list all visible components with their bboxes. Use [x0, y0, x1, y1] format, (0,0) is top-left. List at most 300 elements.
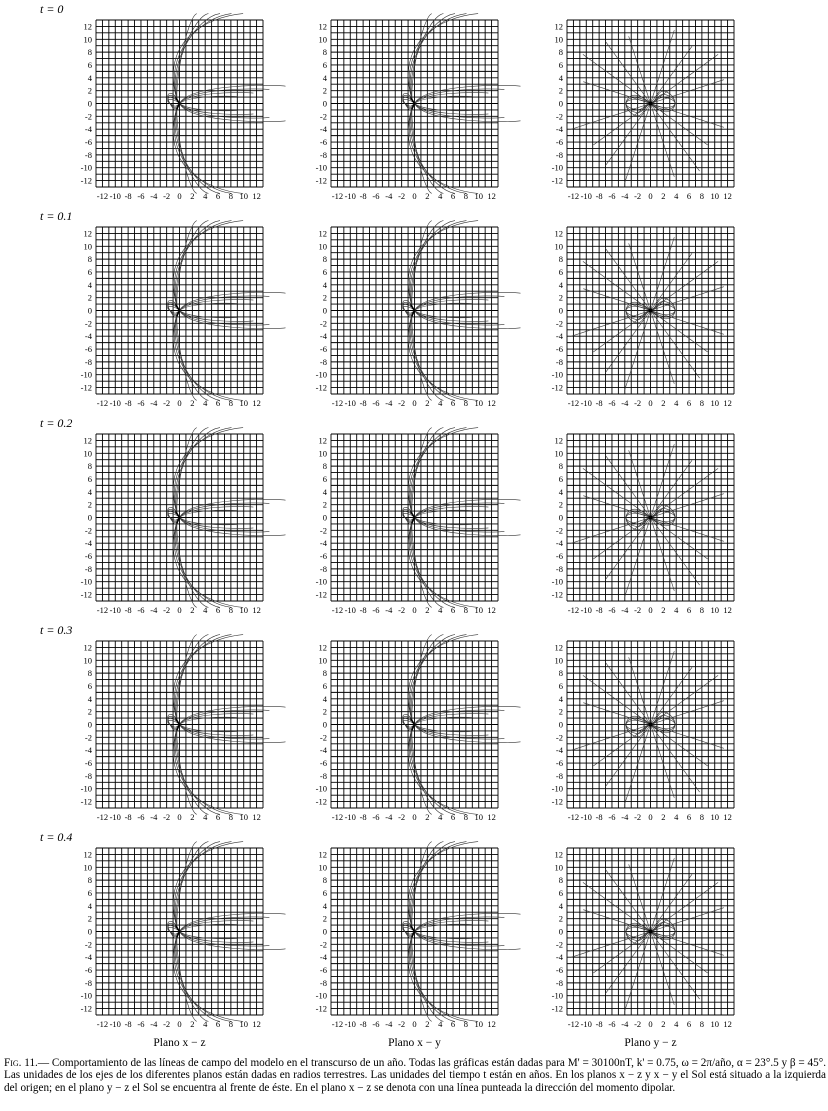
y-tick-label: 6 — [322, 473, 327, 484]
y-tick-label: 8 — [558, 254, 563, 265]
figure-caption — [4, 1057, 826, 1094]
y-tick-label: 0 — [322, 719, 327, 730]
x-tick-label: -2 — [634, 398, 642, 408]
x-tick-label: -12 — [331, 191, 344, 201]
field-line — [651, 932, 724, 956]
x-tick-label: 10 — [239, 191, 248, 201]
y-tick-label: 2 — [87, 706, 92, 717]
y-tick-label: -12 — [315, 1003, 327, 1014]
y-tick-label: -12 — [80, 382, 92, 393]
field-line — [651, 104, 675, 177]
x-tick-label: -6 — [372, 1019, 380, 1029]
x-tick-label: -8 — [359, 605, 367, 615]
x-tick-label: -10 — [109, 605, 121, 615]
y-tick-label: -4 — [319, 538, 327, 549]
x-tick-label: -6 — [372, 398, 380, 408]
x-tick-label: -8 — [124, 812, 132, 822]
y-tick-label: 8 — [322, 875, 327, 886]
plane-label: Plano x − z — [153, 1037, 206, 1049]
caption-text: Comportamiento de las líneas de campo del modelo en el transcurso de un año. Todas las gráficas están dadas para M' = 30100nT, k' = 0.75, ω = 2π/año, α = 23°.5 y β = 45°. Las unidades de los ejes de los diferentes planos están dadas en radios terrestres. Las unidades del tiempo t están en años. En los planos x − z y x − y el Sol está situado a la izquierda del origen; en el plano y − z el Sol se encuentra al frente de éste. En el plano x − z se denota con una línea punteada la dirección del momento dipolar. — [4, 1057, 827, 1094]
x-tick-label: 0 — [177, 191, 182, 201]
plot-panel — [552, 848, 734, 1029]
x-tick-label: 0 — [648, 1019, 653, 1029]
plot-panel — [552, 434, 734, 615]
y-tick-label: 12 — [83, 642, 92, 653]
y-tick-label: -6 — [319, 551, 327, 562]
y-tick-label: -8 — [84, 356, 92, 367]
x-tick-label: 12 — [487, 191, 496, 201]
y-tick-label: 4 — [322, 900, 327, 911]
field-line — [583, 496, 650, 518]
y-tick-label: 8 — [558, 47, 563, 58]
y-tick-label: -8 — [555, 149, 563, 160]
y-tick-label: 0 — [558, 926, 563, 937]
y-tick-label: -4 — [84, 331, 92, 342]
y-tick-label: -10 — [80, 783, 92, 794]
y-tick-label: 2 — [558, 292, 563, 303]
y-tick-label: -6 — [555, 551, 563, 562]
plot-panel — [81, 14, 286, 201]
y-tick-label: 2 — [322, 292, 327, 303]
x-tick-label: -10 — [580, 605, 592, 615]
field-line — [180, 932, 254, 943]
field-line — [415, 93, 489, 104]
field-line — [583, 703, 650, 725]
y-tick-label: 0 — [558, 512, 563, 523]
field-line — [629, 450, 651, 517]
x-tick-label: 0 — [648, 812, 653, 822]
x-tick-label: 6 — [215, 605, 221, 615]
y-tick-label: -2 — [84, 732, 92, 743]
y-tick-label: -10 — [315, 576, 327, 587]
x-tick-label: 4 — [438, 191, 443, 201]
y-tick-label: 2 — [558, 706, 563, 717]
y-tick-label: 12 — [554, 849, 563, 860]
x-tick-label: 8 — [699, 605, 705, 615]
field-line — [629, 657, 651, 724]
y-tick-label: 10 — [554, 241, 563, 252]
x-tick-label: 10 — [710, 605, 719, 615]
x-tick-label: 10 — [239, 398, 248, 408]
x-tick-label: 8 — [228, 191, 234, 201]
y-tick-label: -6 — [319, 344, 327, 355]
y-tick-label: 8 — [558, 875, 563, 886]
y-tick-label: 12 — [554, 228, 563, 239]
x-tick-label: -6 — [372, 191, 380, 201]
x-tick-label: 6 — [450, 605, 456, 615]
y-tick-label: -8 — [319, 563, 327, 574]
x-tick-label: -4 — [150, 605, 158, 615]
x-tick-label: 2 — [425, 1019, 430, 1029]
y-tick-label: 12 — [83, 849, 92, 860]
x-tick-label: 0 — [412, 605, 417, 615]
plot-panel — [316, 14, 521, 201]
x-tick-label: 12 — [252, 398, 261, 408]
y-tick-label: -10 — [315, 369, 327, 380]
y-tick-label: -8 — [555, 563, 563, 574]
y-tick-label: 0 — [322, 305, 327, 316]
y-tick-label: -2 — [319, 318, 327, 329]
y-tick-label: 6 — [322, 887, 327, 898]
x-tick-label: -12 — [567, 191, 580, 201]
y-tick-label: -2 — [84, 111, 92, 122]
x-tick-label: -4 — [385, 398, 393, 408]
field-line — [415, 714, 489, 725]
y-tick-label: -6 — [84, 758, 92, 769]
y-tick-label: -12 — [80, 796, 92, 807]
y-tick-label: -10 — [551, 990, 563, 1001]
y-tick-label: 8 — [322, 668, 327, 679]
x-tick-label: 4 — [438, 605, 443, 615]
y-tick-label: 12 — [318, 435, 327, 446]
y-tick-label: -12 — [80, 589, 92, 600]
y-tick-label: -10 — [315, 783, 327, 794]
x-tick-label: 12 — [487, 605, 496, 615]
y-tick-label: -8 — [84, 770, 92, 781]
y-tick-label: 12 — [318, 849, 327, 860]
x-tick-label: 0 — [177, 812, 182, 822]
field-line — [651, 30, 675, 103]
x-tick-label: -6 — [608, 398, 616, 408]
x-tick-label: 8 — [699, 398, 705, 408]
y-tick-label: 10 — [83, 241, 92, 252]
x-tick-label: -12 — [96, 1019, 109, 1029]
y-tick-label: -6 — [84, 137, 92, 148]
x-tick-label: 12 — [723, 398, 732, 408]
x-tick-label: -12 — [331, 605, 344, 615]
x-tick-label: -8 — [359, 1019, 367, 1029]
x-tick-label: 0 — [177, 1019, 182, 1029]
y-tick-label: -10 — [551, 162, 563, 173]
y-tick-label: 6 — [558, 266, 563, 277]
y-tick-label: 6 — [87, 887, 92, 898]
field-line — [651, 237, 675, 310]
y-tick-label: -4 — [555, 124, 563, 135]
x-tick-label: 10 — [710, 398, 719, 408]
x-tick-label: -12 — [96, 812, 109, 822]
field-line — [651, 932, 675, 1005]
y-tick-label: 0 — [87, 305, 92, 316]
y-tick-label: 4 — [322, 72, 327, 83]
x-tick-label: 4 — [203, 812, 208, 822]
y-tick-label: 10 — [318, 655, 327, 666]
plot-panel — [316, 635, 521, 822]
field-lines — [571, 848, 724, 1011]
x-tick-label: -10 — [344, 191, 356, 201]
x-tick-label: -6 — [372, 605, 380, 615]
x-tick-label: -4 — [150, 1019, 158, 1029]
x-tick-label: 8 — [463, 398, 469, 408]
y-tick-label: -4 — [319, 745, 327, 756]
x-tick-label: -10 — [344, 398, 356, 408]
y-tick-label: -10 — [80, 576, 92, 587]
x-tick-label: 8 — [699, 812, 705, 822]
y-tick-label: -4 — [84, 538, 92, 549]
x-tick-label: -12 — [96, 605, 109, 615]
x-tick-label: -8 — [595, 1019, 603, 1029]
field-line — [415, 507, 489, 518]
x-tick-label: -4 — [621, 1019, 629, 1029]
y-tick-label: -2 — [555, 939, 563, 950]
field-line — [415, 921, 489, 932]
x-tick-label: 12 — [252, 812, 261, 822]
x-tick-label: 10 — [710, 191, 719, 201]
x-tick-label: -8 — [359, 191, 367, 201]
x-tick-label: 2 — [190, 191, 195, 201]
x-tick-label: 2 — [425, 605, 430, 615]
y-tick-label: 2 — [87, 499, 92, 510]
y-tick-label: 4 — [322, 279, 327, 290]
x-tick-label: -10 — [580, 191, 592, 201]
field-lines — [571, 227, 724, 390]
y-tick-label: -6 — [555, 965, 563, 976]
y-tick-label: -6 — [555, 758, 563, 769]
y-tick-label: -10 — [80, 369, 92, 380]
y-tick-label: 6 — [558, 473, 563, 484]
y-tick-label: -4 — [84, 745, 92, 756]
x-tick-label: 0 — [648, 398, 653, 408]
y-tick-label: -4 — [84, 952, 92, 963]
y-tick-label: 4 — [87, 279, 92, 290]
x-tick-label: -6 — [137, 191, 145, 201]
y-tick-label: 10 — [83, 448, 92, 459]
y-tick-label: 10 — [554, 655, 563, 666]
x-tick-label: 0 — [412, 191, 417, 201]
y-tick-label: 2 — [322, 913, 327, 924]
y-tick-label: 4 — [558, 72, 563, 83]
y-tick-label: 4 — [322, 693, 327, 704]
x-tick-label: 4 — [674, 398, 679, 408]
y-tick-label: -12 — [315, 589, 327, 600]
x-tick-label: -4 — [385, 1019, 393, 1029]
x-tick-label: -2 — [398, 812, 406, 822]
plot-panel — [316, 428, 521, 615]
y-tick-label: 10 — [318, 241, 327, 252]
y-tick-label: 10 — [554, 448, 563, 459]
origin-marker — [649, 102, 653, 106]
y-tick-label: -2 — [84, 318, 92, 329]
y-tick-label: -12 — [551, 589, 563, 600]
y-tick-label: 12 — [83, 228, 92, 239]
field-line — [583, 910, 650, 932]
x-tick-label: -10 — [344, 812, 356, 822]
y-tick-label: 4 — [87, 486, 92, 497]
x-tick-label: -8 — [595, 398, 603, 408]
y-tick-label: 10 — [318, 448, 327, 459]
x-tick-label: -4 — [385, 605, 393, 615]
y-tick-label: 4 — [558, 486, 563, 497]
y-tick-label: -2 — [555, 525, 563, 536]
y-tick-label: -8 — [84, 149, 92, 160]
y-tick-label: 4 — [558, 900, 563, 911]
x-tick-label: -12 — [96, 398, 109, 408]
origin-marker — [649, 516, 653, 520]
y-tick-label: 8 — [558, 461, 563, 472]
y-tick-label: -2 — [319, 111, 327, 122]
y-tick-label: -4 — [319, 952, 327, 963]
x-tick-label: -8 — [124, 1019, 132, 1029]
x-tick-label: 10 — [474, 605, 483, 615]
y-tick-label: -10 — [80, 162, 92, 173]
y-tick-label: -6 — [319, 137, 327, 148]
x-tick-label: 4 — [674, 812, 679, 822]
y-tick-label: 0 — [322, 926, 327, 937]
y-tick-label: 12 — [554, 21, 563, 32]
x-tick-label: -4 — [621, 398, 629, 408]
field-line — [651, 311, 724, 335]
x-tick-label: -6 — [608, 812, 616, 822]
y-tick-label: -6 — [319, 965, 327, 976]
plot-panel — [81, 635, 286, 822]
y-tick-label: -6 — [84, 551, 92, 562]
x-tick-label: 10 — [239, 1019, 248, 1029]
y-tick-label: -2 — [555, 318, 563, 329]
y-tick-label: 6 — [87, 680, 92, 691]
field-line — [415, 932, 489, 943]
y-tick-label: -10 — [551, 783, 563, 794]
field-line — [180, 725, 254, 736]
y-tick-label: 4 — [87, 72, 92, 83]
y-tick-label: 6 — [87, 473, 92, 484]
x-tick-label: -2 — [398, 191, 406, 201]
x-tick-label: -4 — [150, 398, 158, 408]
x-tick-label: 8 — [228, 605, 234, 615]
x-tick-label: -4 — [385, 812, 393, 822]
x-tick-label: -10 — [109, 1019, 121, 1029]
y-tick-label: 8 — [322, 461, 327, 472]
y-tick-label: 4 — [558, 693, 563, 704]
field-line — [180, 93, 254, 104]
y-tick-label: 6 — [558, 680, 563, 691]
x-tick-label: 10 — [474, 1019, 483, 1029]
x-tick-label: -2 — [634, 812, 642, 822]
field-line — [180, 518, 254, 529]
y-tick-label: 10 — [554, 862, 563, 873]
plot-panel — [552, 227, 734, 408]
field-line — [651, 104, 724, 128]
y-tick-label: 12 — [83, 21, 92, 32]
x-tick-label: 10 — [474, 398, 483, 408]
y-tick-label: 4 — [558, 279, 563, 290]
y-tick-label: 0 — [87, 719, 92, 730]
time-label: t = 0.3 — [40, 623, 73, 637]
field-line — [651, 725, 724, 749]
x-tick-label: -2 — [634, 605, 642, 615]
x-tick-label: -4 — [621, 812, 629, 822]
x-tick-label: 2 — [425, 191, 430, 201]
field-line — [651, 311, 675, 384]
field-line — [415, 300, 489, 311]
x-tick-label: 4 — [674, 1019, 679, 1029]
x-tick-label: 2 — [190, 1019, 195, 1029]
plot-panel — [552, 641, 734, 822]
x-tick-label: -2 — [163, 398, 171, 408]
x-tick-label: 2 — [190, 605, 195, 615]
field-line — [180, 921, 254, 932]
x-tick-label: 12 — [723, 1019, 732, 1029]
y-tick-label: -2 — [555, 111, 563, 122]
x-tick-label: -6 — [137, 812, 145, 822]
x-tick-label: -10 — [580, 398, 592, 408]
field-line — [651, 444, 675, 517]
y-tick-label: 0 — [322, 98, 327, 109]
field-lines — [571, 641, 724, 804]
y-tick-label: 2 — [87, 913, 92, 924]
x-tick-label: 0 — [648, 191, 653, 201]
x-tick-label: -8 — [359, 398, 367, 408]
field-line — [415, 311, 489, 322]
origin-marker — [649, 309, 653, 313]
x-tick-label: -8 — [595, 605, 603, 615]
x-tick-label: 6 — [686, 1019, 692, 1029]
x-tick-label: 8 — [463, 191, 469, 201]
field-line — [629, 36, 651, 103]
field-line — [651, 518, 724, 542]
field-line — [651, 725, 675, 798]
y-tick-label: 6 — [558, 887, 563, 898]
x-tick-label: 8 — [228, 812, 234, 822]
x-tick-label: 6 — [450, 191, 456, 201]
x-tick-label: 10 — [710, 812, 719, 822]
x-tick-label: -10 — [344, 605, 356, 615]
y-tick-label: -6 — [555, 344, 563, 355]
y-tick-label: -2 — [555, 732, 563, 743]
y-tick-label: 6 — [322, 266, 327, 277]
field-line — [651, 651, 675, 724]
plane-label: Plano x − y — [388, 1037, 441, 1049]
x-tick-label: 12 — [252, 1019, 261, 1029]
x-tick-label: -12 — [567, 812, 580, 822]
x-tick-label: 4 — [438, 812, 443, 822]
x-tick-label: 12 — [723, 812, 732, 822]
x-tick-label: 2 — [425, 398, 430, 408]
y-tick-label: -2 — [84, 939, 92, 950]
x-tick-label: 2 — [190, 398, 195, 408]
y-tick-label: -8 — [319, 149, 327, 160]
y-tick-label: 8 — [322, 254, 327, 265]
y-tick-label: 0 — [87, 512, 92, 523]
x-tick-label: 6 — [450, 812, 456, 822]
y-tick-label: -12 — [315, 382, 327, 393]
x-tick-label: 4 — [674, 191, 679, 201]
x-tick-label: -6 — [608, 1019, 616, 1029]
y-tick-label: -2 — [319, 525, 327, 536]
x-tick-label: -12 — [567, 605, 580, 615]
x-tick-label: 2 — [661, 605, 666, 615]
y-tick-label: -6 — [555, 137, 563, 148]
origin-marker — [649, 930, 653, 934]
x-tick-label: 6 — [686, 605, 692, 615]
x-tick-label: 10 — [474, 812, 483, 822]
x-tick-label: 12 — [487, 812, 496, 822]
plot-panel — [81, 428, 286, 615]
y-tick-label: 4 — [322, 486, 327, 497]
x-tick-label: 8 — [228, 1019, 234, 1029]
y-tick-label: -12 — [80, 1003, 92, 1014]
y-tick-label: 0 — [87, 98, 92, 109]
x-tick-label: 0 — [177, 605, 182, 615]
y-tick-label: 6 — [558, 59, 563, 70]
x-tick-label: 12 — [723, 605, 732, 615]
x-tick-label: -8 — [124, 191, 132, 201]
x-tick-label: -8 — [595, 812, 603, 822]
x-tick-label: 10 — [474, 191, 483, 201]
x-tick-label: 8 — [463, 605, 469, 615]
x-tick-label: 8 — [463, 812, 469, 822]
x-tick-label: 0 — [412, 812, 417, 822]
y-tick-label: 2 — [87, 85, 92, 96]
x-tick-label: -10 — [580, 812, 592, 822]
